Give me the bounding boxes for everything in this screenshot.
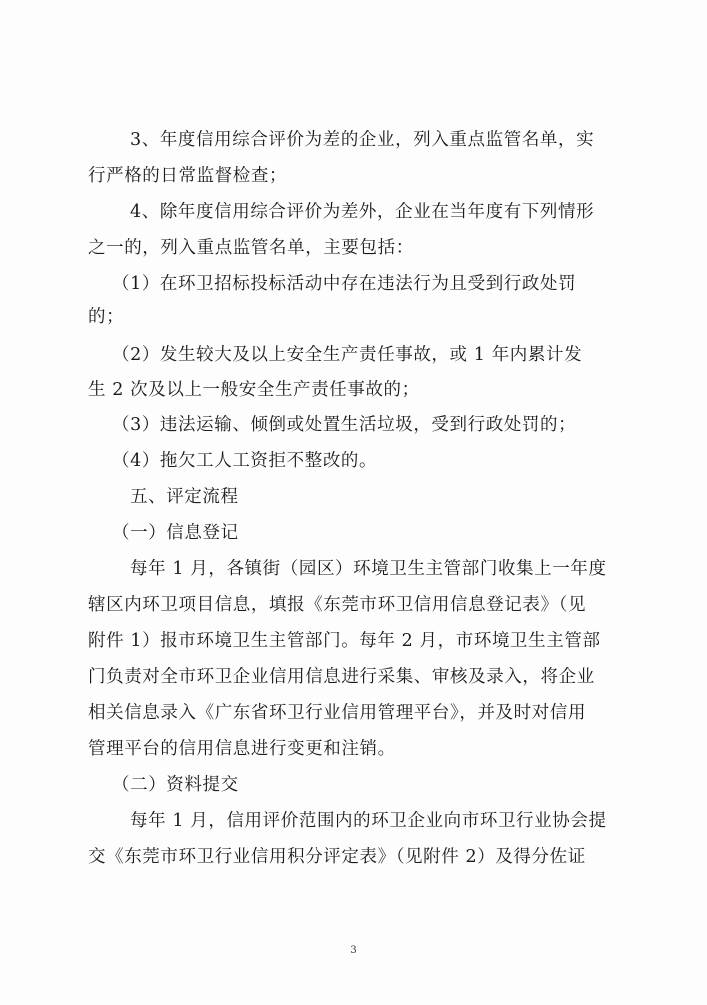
text-line: 3、年度信用综合评价为差的企业，列入重点监管名单，实 bbox=[130, 130, 595, 150]
text-line: 的； bbox=[88, 307, 125, 327]
page-number: 3 bbox=[350, 945, 357, 956]
text-line: 行严格的日常监督检查； bbox=[88, 166, 288, 186]
text-line: 之一的，列入重点监管名单，主要包括： bbox=[88, 238, 414, 258]
text-line: 附件 1）报市环境卫生主管部门。每年 2 月，市环境卫生主管部 bbox=[88, 631, 601, 651]
section-heading: 五、评定流程 bbox=[130, 487, 239, 507]
text-line: （1）在环卫招标投标活动中存在违法行为且受到行政处罚 bbox=[112, 274, 577, 294]
text-line: 每年 1 月，信用评价范围内的环卫企业向市环卫行业协会提 bbox=[130, 811, 607, 831]
subsection-heading: （二）资料提交 bbox=[112, 775, 239, 795]
text-line: 4、除年度信用综合评价为差外，企业在当年度有下列情形 bbox=[130, 202, 595, 222]
text-line: （4）拖欠工人工资拒不整改的。 bbox=[112, 451, 378, 471]
text-line: 相关信息录入《广东省环卫行业信用管理平台》，并及时对信用 bbox=[88, 703, 587, 723]
text-line: 管理平台的信用信息进行变更和注销。 bbox=[88, 739, 396, 759]
text-line: （3）违法运输、倾倒或处置生活垃圾，受到行政处罚的； bbox=[112, 415, 577, 435]
text-line: （2）发生较大及以上安全生产责任事故，或 1 年内累计发 bbox=[112, 345, 583, 365]
text-line: 每年 1 月，各镇街（园区）环境卫生主管部门收集上一年度 bbox=[130, 559, 607, 579]
text-line: 生 2 次及以上一般安全生产责任事故的； bbox=[88, 380, 420, 400]
subsection-heading: （一）信息登记 bbox=[112, 523, 239, 543]
text-line: 辖区内环卫项目信息，填报《东莞市环卫信用信息登记表》（见 bbox=[88, 595, 587, 615]
text-line: 交《东莞市环卫行业信用积分评定表》（见附件 2）及得分佐证 bbox=[88, 847, 586, 867]
text-line: 门负责对全市环卫企业信用信息进行采集、审核及录入，将企业 bbox=[88, 667, 595, 687]
